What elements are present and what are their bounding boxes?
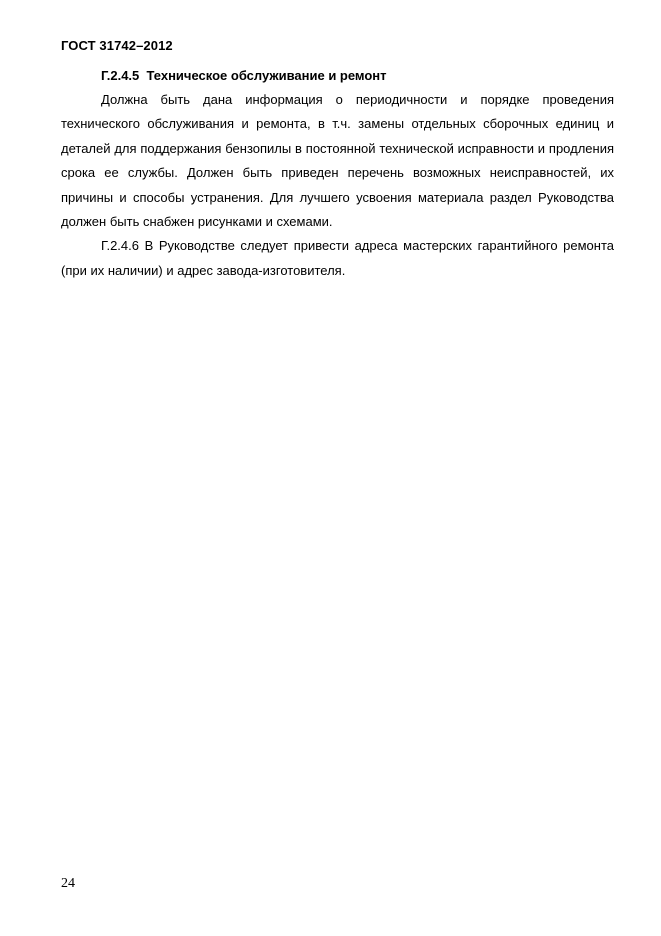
page-number: 24 — [61, 876, 75, 891]
document-code-header: ГОСТ 31742–2012 — [61, 38, 173, 53]
paragraph-maintenance-info: Должна быть дана информация о периодичности и порядке проведения технического обслуживания и ремонта, в т.ч. замены отдельных сборочных единиц и деталей для поддержания бензопилы в постоянной технической исправности и продления срока ее службы. Должен быть приведен перечень возможных неисправностей, их причины и способы устранения. Для лучшего усвоения материала раздел Руководства должен быть снабжен рисунками и схемами. — [61, 92, 614, 230]
section-heading: Г.2.4.5 Техническое обслуживание и ремонт — [101, 68, 387, 83]
paragraph-repair-addresses: Г.2.4.6 В Руководстве следует привести адреса мастерских гарантийного ремонта (при их наличии) и адрес завода-изготовителя. — [61, 238, 614, 278]
section-content — [61, 66, 614, 283]
